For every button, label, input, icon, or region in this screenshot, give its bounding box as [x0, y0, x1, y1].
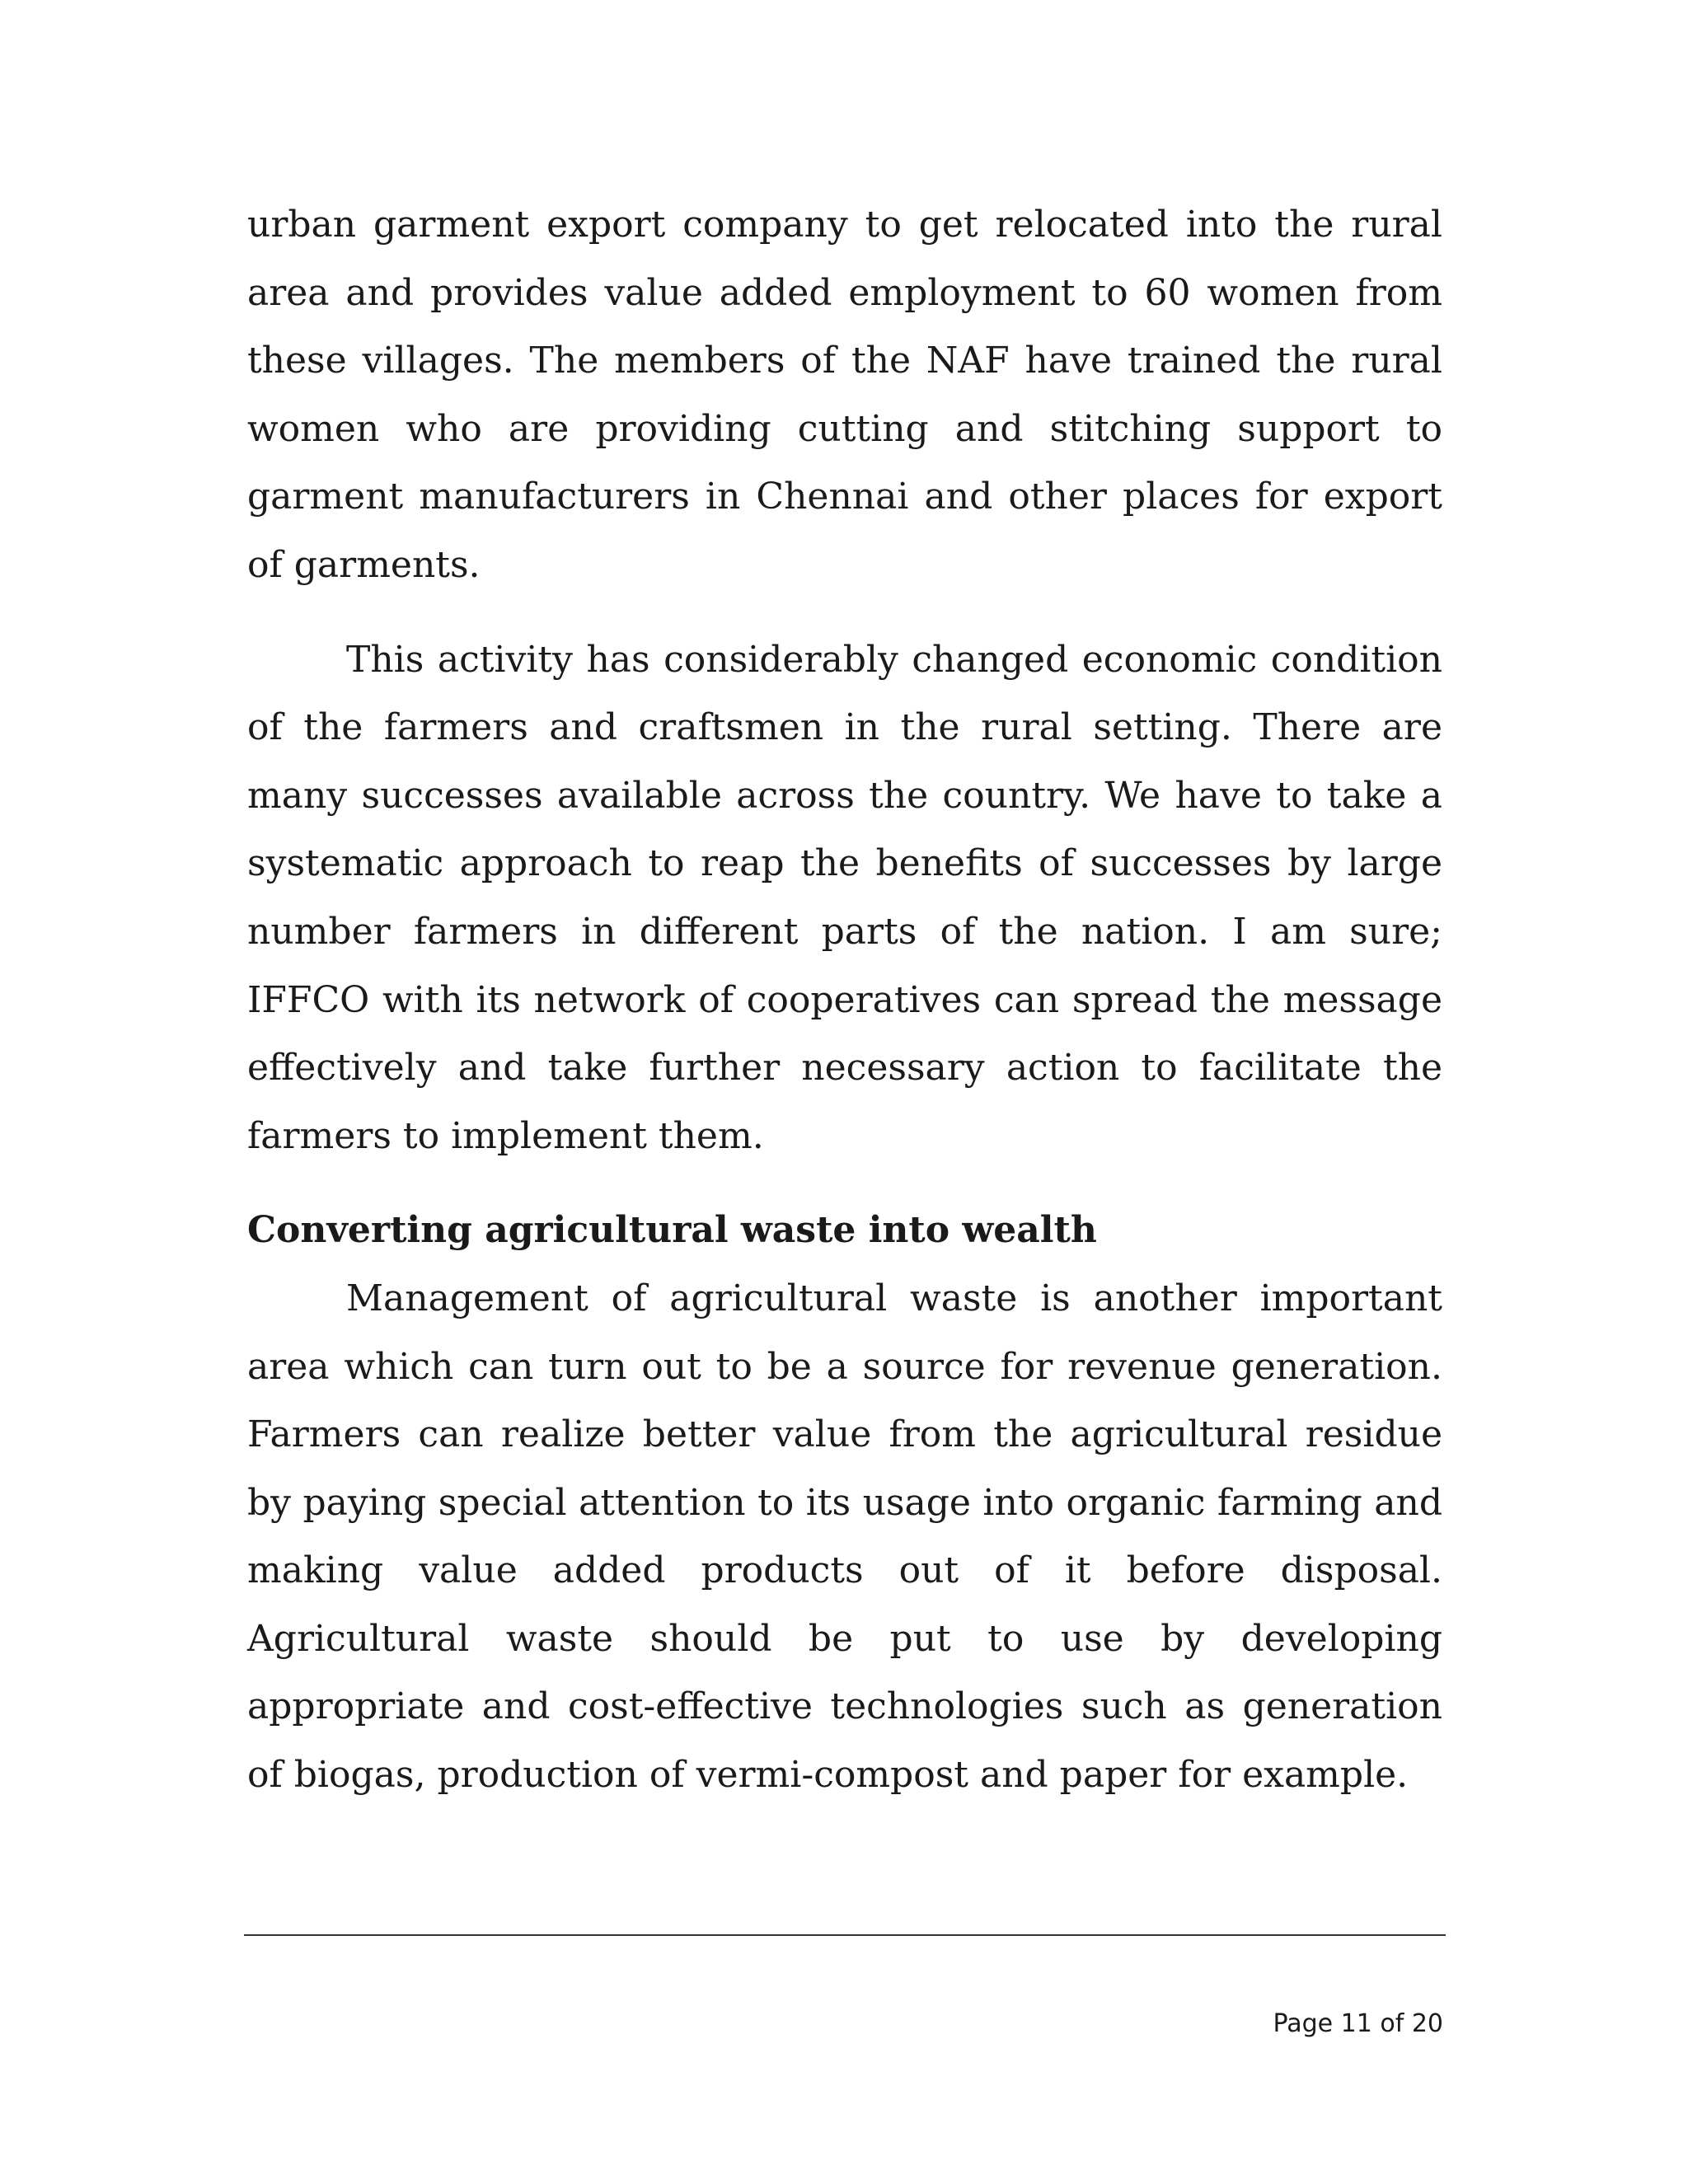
paragraph-economic-condition: This activity has considerably changed economic condition of the farmers and craftsmen in the rural setting. There are many successes available across the country. We have to take a systematic approach to reap the benefits of successes by large number farmers in different parts of the nation. I am sure; IFFCO with its network of cooperatives can spread the message effectively and take further necessary action to facilitate the farmers to implement them. — [247, 638, 1442, 1157]
section-heading: Converting agricultural waste into wealth — [247, 1209, 1097, 1252]
paragraph-garment-export: urban garment export company to get relocated into the rural area and provides value added employment to 60 women from these villages. The members of the NAF have trained the rural women who are providing cutting and stitching support to garment manufacturers in Chennai and other places for export of garments. — [247, 204, 1442, 586]
paragraph-agricultural-waste: Management of agricultural waste is another important area which can turn out to be a source for revenue generation. Farmers can realize better value from the agricultural residue by paying special attention to its usage into organic farming and making value added products out of it before disposal. Agricultural waste should be put to use by developing appropriate and cost-effective technologies such as generation of biogas, production of vermi-compost and paper for example. — [247, 1277, 1442, 1797]
footer-divider — [244, 1934, 1446, 1936]
page-number: Page 11 of 20 — [1273, 2009, 1443, 2038]
page-body — [247, 191, 1442, 1810]
